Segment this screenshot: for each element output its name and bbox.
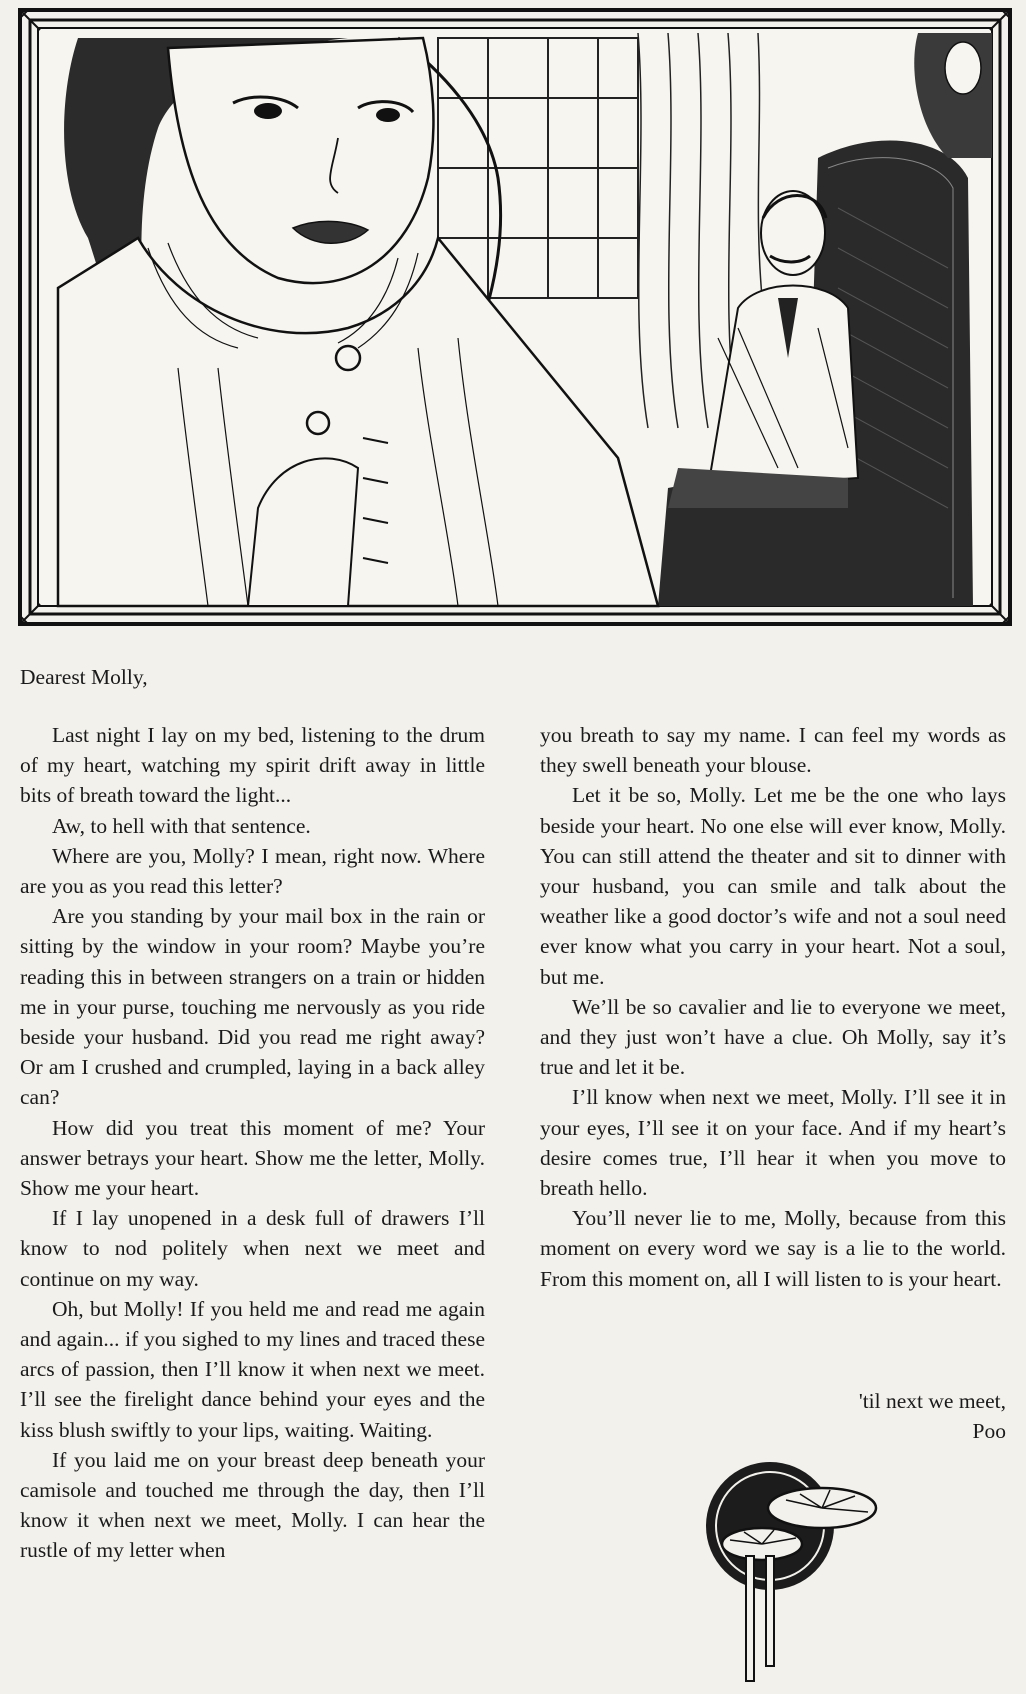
letter-paragraph: Are you standing by your mail box in the rain or sitting by the window in your room? Maybe you’re reading this in between strangers on a train or hidden me in your purse, touching me nervously as you ride beside your husband. Did you read me right away? Or am I crushed and crumpled, laying in a back alley can? [20, 904, 485, 1110]
lily-pad-emblem-icon [700, 1456, 880, 1686]
letter-paragraph: We’ll be so cavalier and lie to everyone we meet, and they just won’t have a clue. Oh Molly, say it’s true and let it be. [540, 994, 1006, 1080]
letter-paragraph: How did you treat this moment of me? Your answer betrays your heart. Show me the letter, Molly. Show me your heart. [20, 1115, 485, 1201]
letter-paragraph: You’ll never lie to me, Molly, because from this moment on every word we say is a lie to the world. From this moment on, all I will listen to is your heart. [540, 1206, 1006, 1291]
letter-paragraph: Aw, to hell with that sentence. [52, 813, 311, 838]
letter-paragraph: Where are you, Molly? I mean, right now. Where are you as you read this letter? [20, 843, 485, 899]
letter-salutation: Dearest Molly, [20, 665, 148, 689]
illustration-drawing [18, 8, 1012, 626]
letter-paragraph: Let it be so, Molly. Let me be the one who lays beside your heart. No one else will ever know, Molly. You can still attend the theater and sit to dinner with your husband, you can smile and talk about the weather like a good doctor’s wife and not a soul need ever know what you carry in your heart. Not a soul, but me. [540, 783, 1006, 989]
letter-column-left [20, 720, 485, 1566]
letter-paragraph: Last night I lay on my bed, listening to the drum of my heart, watching my spirit drift away in little bits of breath toward the light... [20, 723, 485, 808]
letter-closing-block [540, 1386, 1006, 1446]
letter-paragraph: I’ll know when next we meet, Molly. I’ll see it in your eyes, I’ll see it on your face. And if my heart’s desire comes true, I’ll hear it when you move to breath hello. [540, 1085, 1006, 1201]
letter-signature: Poo [972, 1419, 1006, 1444]
letter-paragraph-continuation: you breath to say my name. I can feel my words as they swell beneath your blouse. [540, 723, 1006, 778]
letter-paragraph: Oh, but Molly! If you held me and read me again and again... if you sighed to my lines and traced these arcs of passion, then I’ll know it when next we meet. I’ll see the firelight dance behind your eyes and the kiss blush swiftly to your lips, waiting. Waiting. [20, 1296, 485, 1442]
letter-paragraph: If I lay unopened in a desk full of drawers I’ll know to nod politely when next we meet and continue on my way. [20, 1206, 485, 1291]
letter-closing: 'til next we meet, [858, 1389, 1006, 1413]
letter-column-right [540, 720, 1006, 1294]
letter-paragraph: If you laid me on your breast deep beneath your camisole and touched me through the day, then I’ll know it when next we meet, Molly. I can hear the rustle of my letter when [20, 1447, 485, 1563]
comic-illustration-panel [18, 8, 1012, 626]
lily-pad-emblem-drawing [700, 1456, 880, 1686]
